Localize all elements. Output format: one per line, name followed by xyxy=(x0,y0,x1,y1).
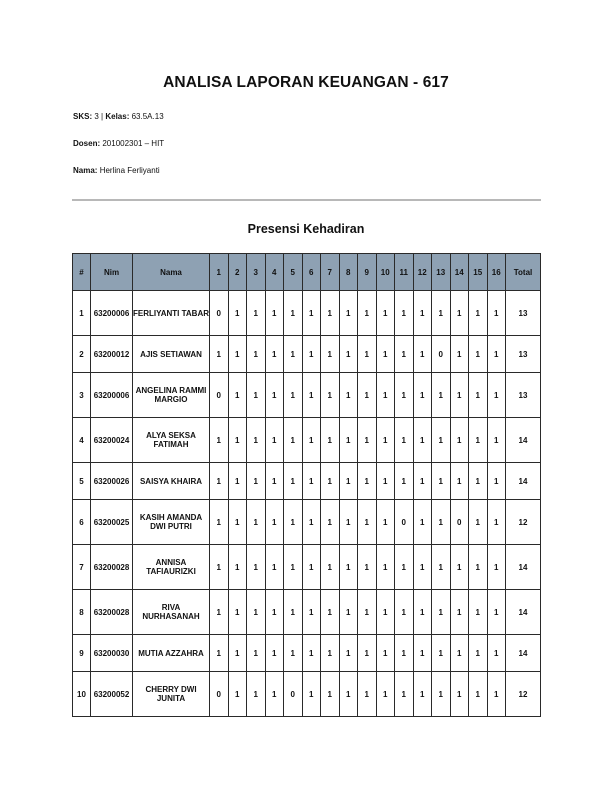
student-name-cell: MUTIA AZZAHRA xyxy=(133,635,210,672)
attendance-cell: 1 xyxy=(469,418,488,463)
attendance-cell: 1 xyxy=(395,635,414,672)
nama-label: Nama: xyxy=(73,166,98,175)
nim-cell: 63200028 xyxy=(91,545,133,590)
section-title: Presensi Kehadiran xyxy=(247,222,365,236)
column-header: 11 xyxy=(395,254,414,291)
attendance-cell: 1 xyxy=(395,590,414,635)
attendance-cell: 1 xyxy=(376,590,395,635)
attendance-cell: 1 xyxy=(321,291,340,336)
attendance-cell: 1 xyxy=(302,291,321,336)
attendance-cell: 1 xyxy=(210,336,229,373)
attendance-cell: 1 xyxy=(413,590,432,635)
attendance-cell: 1 xyxy=(413,373,432,418)
attendance-cell: 1 xyxy=(210,418,229,463)
attendance-cell: 1 xyxy=(302,590,321,635)
attendance-cell: 1 xyxy=(450,373,469,418)
row-number-cell: 10 xyxy=(73,672,91,717)
attendance-cell: 1 xyxy=(228,590,247,635)
attendance-cell: 1 xyxy=(321,463,340,500)
row-number-cell: 6 xyxy=(73,500,91,545)
attendance-cell: 1 xyxy=(302,635,321,672)
attendance-cell: 1 xyxy=(247,336,266,373)
nim-cell: 63200026 xyxy=(91,463,133,500)
attendance-cell: 1 xyxy=(413,418,432,463)
attendance-cell: 1 xyxy=(339,291,358,336)
attendance-cell: 1 xyxy=(432,545,451,590)
attendance-cell: 1 xyxy=(413,336,432,373)
attendance-cell: 1 xyxy=(339,373,358,418)
column-header: 12 xyxy=(413,254,432,291)
row-number-cell: 9 xyxy=(73,635,91,672)
attendance-cell: 1 xyxy=(247,635,266,672)
attendance-cell: 1 xyxy=(413,635,432,672)
total-cell: 12 xyxy=(506,672,541,717)
attendance-cell: 1 xyxy=(358,672,377,717)
attendance-cell: 1 xyxy=(228,373,247,418)
attendance-cell: 1 xyxy=(395,291,414,336)
column-header: 15 xyxy=(469,254,488,291)
student-name-cell: ANNISA TAFIAURIZKI xyxy=(133,545,210,590)
attendance-cell: 1 xyxy=(432,672,451,717)
total-cell: 14 xyxy=(506,545,541,590)
attendance-cell: 1 xyxy=(284,336,303,373)
nama-value: Herlina Ferliyanti xyxy=(99,166,160,175)
attendance-cell: 1 xyxy=(265,672,284,717)
meta-separator: | xyxy=(101,112,104,121)
attendance-cell: 1 xyxy=(228,500,247,545)
attendance-cell: 0 xyxy=(284,672,303,717)
column-header: 5 xyxy=(284,254,303,291)
attendance-cell: 1 xyxy=(321,500,340,545)
table-row xyxy=(73,418,541,463)
attendance-cell: 1 xyxy=(247,590,266,635)
attendance-cell: 1 xyxy=(210,635,229,672)
total-cell: 13 xyxy=(506,373,541,418)
student-name-cell: SAISYA KHAIRA xyxy=(133,463,210,500)
attendance-cell: 1 xyxy=(302,418,321,463)
column-header: Nim xyxy=(91,254,133,291)
attendance-cell: 1 xyxy=(469,336,488,373)
attendance-cell: 1 xyxy=(228,291,247,336)
sks-value: 3 xyxy=(94,112,99,121)
column-header: 1 xyxy=(210,254,229,291)
column-header: 6 xyxy=(302,254,321,291)
column-header: 13 xyxy=(432,254,451,291)
attendance-cell: 1 xyxy=(376,635,395,672)
attendance-cell: 1 xyxy=(432,500,451,545)
attendance-cell: 1 xyxy=(413,545,432,590)
attendance-cell: 1 xyxy=(358,463,377,500)
row-number-cell: 1 xyxy=(73,291,91,336)
total-cell: 12 xyxy=(506,500,541,545)
attendance-cell: 1 xyxy=(358,590,377,635)
dosen-value: 201002301 – HIT xyxy=(102,139,165,148)
attendance-cell: 1 xyxy=(395,672,414,717)
attendance-table xyxy=(72,253,541,717)
attendance-cell: 0 xyxy=(210,672,229,717)
table-row xyxy=(73,545,541,590)
total-cell: 13 xyxy=(506,336,541,373)
table-row xyxy=(73,500,541,545)
attendance-cell: 1 xyxy=(321,672,340,717)
total-cell: 14 xyxy=(506,635,541,672)
kelas-value: 63.5A.13 xyxy=(131,112,164,121)
attendance-cell: 1 xyxy=(432,418,451,463)
attendance-cell: 1 xyxy=(376,373,395,418)
attendance-cell: 1 xyxy=(376,672,395,717)
attendance-cell: 1 xyxy=(210,500,229,545)
attendance-cell: 1 xyxy=(469,545,488,590)
table-row xyxy=(73,635,541,672)
attendance-cell: 1 xyxy=(265,336,284,373)
student-name-cell: FERLIYANTI TABAR xyxy=(133,291,210,336)
attendance-cell: 1 xyxy=(284,635,303,672)
attendance-cell: 1 xyxy=(469,500,488,545)
attendance-cell: 1 xyxy=(339,336,358,373)
attendance-cell: 1 xyxy=(395,336,414,373)
attendance-cell: 1 xyxy=(487,463,506,500)
attendance-cell: 1 xyxy=(265,418,284,463)
attendance-cell: 1 xyxy=(228,672,247,717)
attendance-cell: 1 xyxy=(376,336,395,373)
attendance-cell: 1 xyxy=(302,545,321,590)
attendance-cell: 1 xyxy=(487,545,506,590)
column-header: 16 xyxy=(487,254,506,291)
student-name-cell: AJIS SETIAWAN xyxy=(133,336,210,373)
student-name-cell: CHERRY DWI JUNITA xyxy=(133,672,210,717)
document-title: ANALISA LAPORAN KEUANGAN - 617 xyxy=(163,74,449,91)
attendance-cell: 1 xyxy=(358,373,377,418)
table-row xyxy=(73,590,541,635)
attendance-cell: 1 xyxy=(321,635,340,672)
column-header: # xyxy=(73,254,91,291)
attendance-cell: 1 xyxy=(469,291,488,336)
attendance-cell: 1 xyxy=(321,336,340,373)
dosen-line xyxy=(73,139,164,148)
attendance-cell: 1 xyxy=(395,545,414,590)
attendance-cell: 1 xyxy=(358,418,377,463)
attendance-cell: 1 xyxy=(321,545,340,590)
attendance-cell: 1 xyxy=(487,500,506,545)
table-row xyxy=(73,463,541,500)
attendance-cell: 1 xyxy=(228,418,247,463)
row-number-cell: 4 xyxy=(73,418,91,463)
attendance-cell: 1 xyxy=(302,336,321,373)
attendance-cell: 1 xyxy=(265,590,284,635)
column-header: 10 xyxy=(376,254,395,291)
attendance-cell: 1 xyxy=(450,545,469,590)
attendance-cell: 1 xyxy=(450,672,469,717)
attendance-cell: 1 xyxy=(321,373,340,418)
attendance-cell: 1 xyxy=(247,545,266,590)
total-cell: 13 xyxy=(506,291,541,336)
attendance-cell: 1 xyxy=(358,291,377,336)
nim-cell: 63200028 xyxy=(91,590,133,635)
nim-cell: 63200030 xyxy=(91,635,133,672)
nim-cell: 63200006 xyxy=(91,291,133,336)
attendance-cell: 1 xyxy=(395,373,414,418)
attendance-cell: 1 xyxy=(339,590,358,635)
attendance-cell: 1 xyxy=(450,418,469,463)
table-body xyxy=(73,291,541,717)
attendance-cell: 1 xyxy=(487,635,506,672)
row-number-cell: 8 xyxy=(73,590,91,635)
attendance-cell: 1 xyxy=(284,373,303,418)
attendance-cell: 1 xyxy=(228,635,247,672)
attendance-cell: 1 xyxy=(469,672,488,717)
attendance-cell: 1 xyxy=(265,463,284,500)
attendance-cell: 1 xyxy=(487,291,506,336)
attendance-cell: 1 xyxy=(358,500,377,545)
row-number-cell: 3 xyxy=(73,373,91,418)
attendance-cell: 1 xyxy=(302,672,321,717)
attendance-cell: 1 xyxy=(265,373,284,418)
total-cell: 14 xyxy=(506,463,541,500)
table-row xyxy=(73,336,541,373)
column-header: 2 xyxy=(228,254,247,291)
column-header: 8 xyxy=(339,254,358,291)
attendance-cell: 1 xyxy=(376,418,395,463)
column-header: Nama xyxy=(133,254,210,291)
student-name-cell: ALYA SEKSA FATIMAH xyxy=(133,418,210,463)
attendance-cell: 1 xyxy=(376,500,395,545)
table-row xyxy=(73,291,541,336)
attendance-cell: 1 xyxy=(376,463,395,500)
attendance-cell: 1 xyxy=(487,373,506,418)
row-number-cell: 2 xyxy=(73,336,91,373)
attendance-cell: 1 xyxy=(284,545,303,590)
attendance-cell: 0 xyxy=(210,373,229,418)
attendance-cell: 1 xyxy=(450,291,469,336)
nama-line xyxy=(73,166,160,175)
attendance-cell: 1 xyxy=(284,500,303,545)
attendance-cell: 1 xyxy=(247,291,266,336)
attendance-cell: 1 xyxy=(469,635,488,672)
attendance-cell: 1 xyxy=(284,291,303,336)
attendance-cell: 1 xyxy=(339,418,358,463)
table-row xyxy=(73,373,541,418)
attendance-cell: 1 xyxy=(339,463,358,500)
row-number-cell: 7 xyxy=(73,545,91,590)
nim-cell: 63200052 xyxy=(91,672,133,717)
attendance-cell: 1 xyxy=(284,590,303,635)
row-number-cell: 5 xyxy=(73,463,91,500)
attendance-cell: 1 xyxy=(413,291,432,336)
attendance-cell: 1 xyxy=(228,463,247,500)
sks-label: SKS: xyxy=(73,112,93,121)
student-name-cell: RIVA NURHASANAH xyxy=(133,590,210,635)
attendance-cell: 1 xyxy=(432,590,451,635)
attendance-cell: 1 xyxy=(469,590,488,635)
attendance-cell: 1 xyxy=(302,463,321,500)
attendance-cell: 1 xyxy=(339,500,358,545)
attendance-cell: 1 xyxy=(358,336,377,373)
column-header: 3 xyxy=(247,254,266,291)
attendance-cell: 1 xyxy=(450,635,469,672)
table-header-row xyxy=(73,254,541,291)
attendance-cell: 1 xyxy=(432,463,451,500)
attendance-cell: 1 xyxy=(376,291,395,336)
attendance-cell: 1 xyxy=(339,635,358,672)
attendance-cell: 0 xyxy=(450,500,469,545)
attendance-cell: 1 xyxy=(487,590,506,635)
attendance-cell: 1 xyxy=(358,635,377,672)
attendance-cell: 1 xyxy=(321,590,340,635)
attendance-cell: 1 xyxy=(487,418,506,463)
student-name-cell: KASIH AMANDA DWI PUTRI xyxy=(133,500,210,545)
attendance-cell: 1 xyxy=(321,418,340,463)
attendance-cell: 1 xyxy=(210,463,229,500)
total-cell: 14 xyxy=(506,418,541,463)
attendance-cell: 1 xyxy=(265,500,284,545)
attendance-cell: 0 xyxy=(395,500,414,545)
attendance-cell: 1 xyxy=(450,336,469,373)
attendance-cell: 1 xyxy=(265,291,284,336)
attendance-cell: 1 xyxy=(302,500,321,545)
nim-cell: 63200006 xyxy=(91,373,133,418)
nim-cell: 63200012 xyxy=(91,336,133,373)
attendance-cell: 1 xyxy=(469,373,488,418)
attendance-cell: 1 xyxy=(228,545,247,590)
kelas-label: Kelas: xyxy=(105,112,130,121)
nim-cell: 63200025 xyxy=(91,500,133,545)
nim-cell: 63200024 xyxy=(91,418,133,463)
table-row xyxy=(73,672,541,717)
attendance-cell: 1 xyxy=(265,545,284,590)
attendance-cell: 1 xyxy=(487,672,506,717)
attendance-cell: 1 xyxy=(247,672,266,717)
column-header: 14 xyxy=(450,254,469,291)
attendance-cell: 1 xyxy=(358,545,377,590)
attendance-cell: 1 xyxy=(247,500,266,545)
attendance-cell: 1 xyxy=(228,336,247,373)
attendance-cell: 1 xyxy=(339,545,358,590)
attendance-cell: 1 xyxy=(469,463,488,500)
attendance-cell: 1 xyxy=(395,463,414,500)
student-name-cell: ANGELINA RAMMI MARGIO xyxy=(133,373,210,418)
attendance-cell: 1 xyxy=(432,291,451,336)
attendance-cell: 1 xyxy=(395,418,414,463)
attendance-cell: 1 xyxy=(339,672,358,717)
attendance-cell: 1 xyxy=(247,373,266,418)
attendance-cell: 1 xyxy=(210,590,229,635)
attendance-cell: 1 xyxy=(432,373,451,418)
total-cell: 14 xyxy=(506,590,541,635)
attendance-cell: 0 xyxy=(210,291,229,336)
section-divider xyxy=(72,199,541,201)
attendance-cell: 0 xyxy=(432,336,451,373)
attendance-cell: 1 xyxy=(413,500,432,545)
column-header: Total xyxy=(506,254,541,291)
attendance-cell: 1 xyxy=(284,463,303,500)
sks-kelas-line xyxy=(73,112,164,121)
attendance-cell: 1 xyxy=(432,635,451,672)
attendance-cell: 1 xyxy=(284,418,303,463)
attendance-cell: 1 xyxy=(302,373,321,418)
attendance-cell: 1 xyxy=(450,590,469,635)
attendance-cell: 1 xyxy=(450,463,469,500)
attendance-cell: 1 xyxy=(413,672,432,717)
attendance-cell: 1 xyxy=(376,545,395,590)
attendance-cell: 1 xyxy=(265,635,284,672)
attendance-cell: 1 xyxy=(247,463,266,500)
attendance-cell: 1 xyxy=(487,336,506,373)
attendance-cell: 1 xyxy=(247,418,266,463)
dosen-label: Dosen: xyxy=(73,139,101,148)
column-header: 4 xyxy=(265,254,284,291)
attendance-cell: 1 xyxy=(210,545,229,590)
column-header: 7 xyxy=(321,254,340,291)
column-header: 9 xyxy=(358,254,377,291)
attendance-cell: 1 xyxy=(413,463,432,500)
